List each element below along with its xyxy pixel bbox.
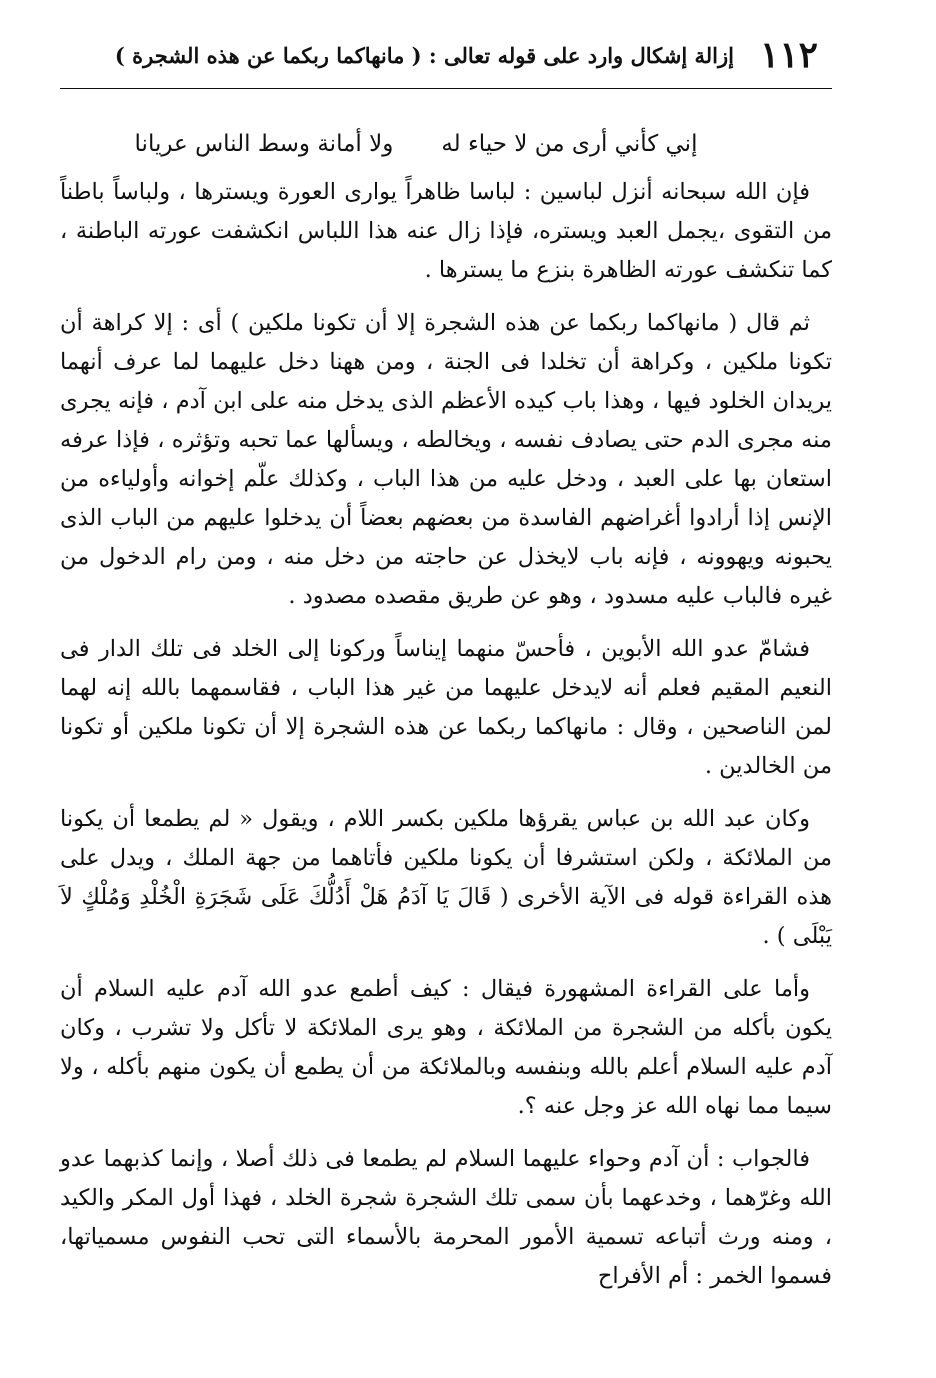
paragraph-ibn-abbas-reading: وكان عبد الله بن عباس يقرؤها ملكين بكسر اللام ، ويقول « لم يطمعا أن يكونا من الملائكة ، ولكن استشرفا أن يكونا ملكين فأتاهما من جهة الملك ، ويدل على هذه القراءة قوله فى الآية الأخرى ( قَالَ يَا آدَمُ هَلْ أَدُلُّكَ عَلَى شَجَرَةِ الْخُلْدِ وَمُلْكٍ لاَ يَبْلَى ) . [60,806,832,949]
running-title: إزالة إشكال وارد على قوله تعالى : ( مانهاكما ربكما عن هذه الشجرة ) [114,42,734,68]
paragraph-oath-of-counsel: فشامّ عدو الله الأبوين ، فأحسّ منهما إيناساً وركونا إلى الخلد فى تلك الدار فى النعيم المقيم فعلم أنه لايدخل عليهما من غير هذا الباب ، فقاسمهما بالله إنه لهما لمن الناصحين ، وقال : مانهاكما ربكما عن هذه الشجرة إلا أن تكونا ملكين أو تكونا من الخالدين . [60,636,832,779]
running-head [60,30,832,80]
paragraph-common-reading-question: وأما على القراءة المشهورة فيقال : كيف أطمع عدو الله آدم عليه السلام أن يكون بأكله من الشجرة من الملائكة ، وهو يرى الملائكة لا تأكل ولا تشرب ، وكان آدم عليه السلام أعلم بالله وبنفسه وبالملائكة من أن يطمع أن يكون منهم بأكله ، ولا سيما مما نهاه الله عز وجل عنه ؟. [60,976,832,1119]
page-number: ١١٢ [759,34,818,76]
poetry-verse [60,127,772,161]
paragraph-two-garments: فإن الله سبحانه أنزل لباسين : لباسا ظاهراً يوارى العورة ويسترها ، ولباساً باطناً من التقوى ،يجمل العبد ويستره، فإذا زال عنه هذا اللباس انكشفت عورته الباطنة ، كما تنكشف عورته الظاهرة بنزع ما يسترها . [60,179,832,283]
verse-hemistich-first: إني كأني أرى من لا حياء له [441,131,698,157]
verse-hemistich-second: ولا أمانة وسط الناس عريانا [134,131,394,157]
paragraph-tempting-approach: ثم قال ( مانهاكما ربكما عن هذه الشجرة إلا أن تكونا ملكين ) أى : إلا كراهة أن تكونا ملكين ، وكراهة أن تخلدا فى الجنة ، ومن ههنا دخل عليهما لما عرف أنهما يريدان الخلود فيها ، وهذا باب كيده الأعظم الذى يدخل منه على ابن آدم ، فإنه يجرى منه مجرى الدم حتى يصادف نفسه ، ويخالطه ، ويسألها عما تحبه وتؤثره ، فإذا عرفه استعان بها على العبد ، ودخل عليه من هذا الباب ، وكذلك علّم إخوانه وأولياءه من الإنس إذا أرادوا أغراضهم الفاسدة من بعضهم بعضاً أن يدخلوا عليهم من الباب الذى يحبونه ويهوونه ، فإنه باب لايخذل عن حاجته من دخل منه ، ومن رام الدخول من غيره فالباب عليه مسدود ، وهو عن طريق مقصده مصدود . [60,310,832,609]
header-rule [60,88,832,89]
paragraph-answer: فالجواب : أن آدم وحواء عليهما السلام لم يطمعا فى ذلك أصلا ، وإنما كذبهما عدو الله وغرّهما ، وخدعهما بأن سمى تلك الشجرة شجرة الخلد ، فهذا أول المكر والكيد ، ومنه ورث أتباعه تسمية الأمور المحرمة بالأسماء التى تحب النفوس مسمياتها، فسموا الخمر : أم الأفراح [60,1146,832,1289]
book-page [60,30,832,1370]
